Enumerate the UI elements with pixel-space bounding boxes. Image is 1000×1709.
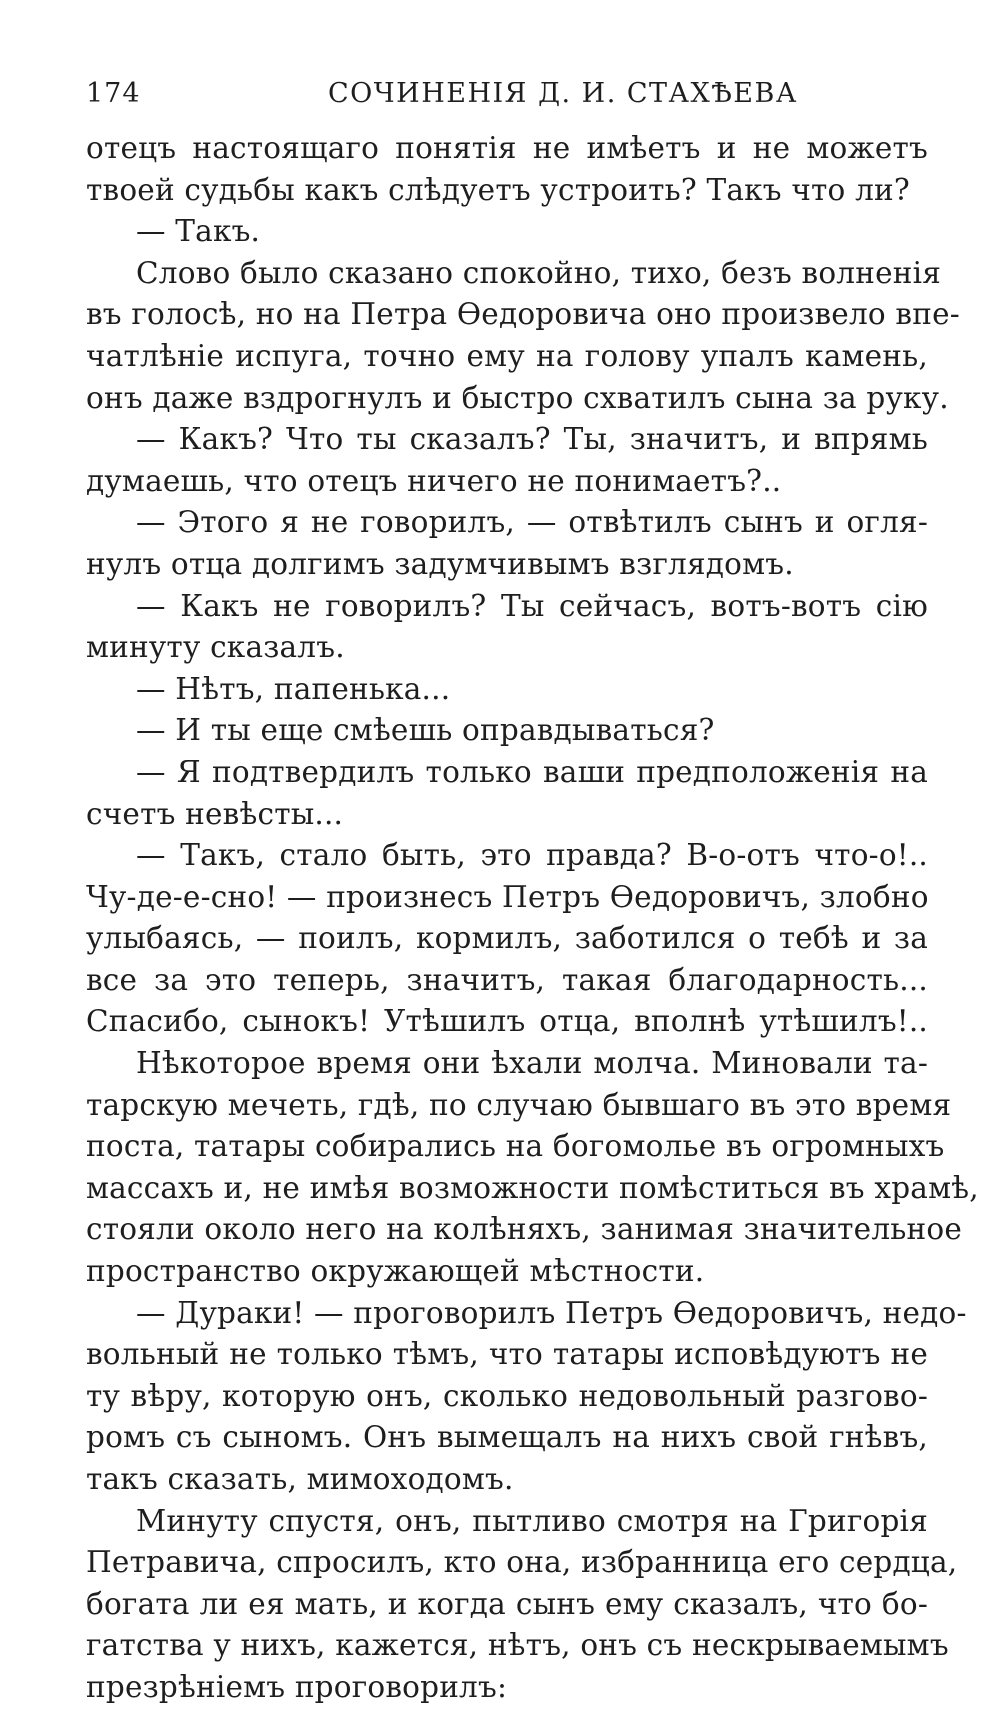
text-line: Нѣкоторое время они ѣхали молча. Миновали та- [136, 1046, 928, 1081]
text-line: — Какъ не говорилъ? Ты сейчасъ, вотъ-вотъ сію [136, 588, 928, 623]
text-line: думаешь, что отецъ ничего не понимаетъ?.. [86, 463, 782, 498]
text-line: такъ сказать, мимоходомъ. [86, 1462, 514, 1496]
text-line: — Дураки! — проговорилъ Петръ Ѳедоровичъ, недо- [136, 1295, 967, 1330]
page-header [86, 68, 928, 112]
page-number: 174 [86, 78, 141, 109]
text-line: — Такъ, стало быть, это правда? В-о-отъ что-о!.. [136, 838, 928, 873]
text-line: улыбаясь, — поилъ, кормилъ, заботился о тебѣ и за [86, 921, 928, 956]
text-line: вольный не только тѣмъ, что татары исповѣдуютъ не [86, 1337, 928, 1372]
text-line: презрѣніемъ проговорилъ: [86, 1669, 508, 1704]
text-line: — И ты еще смѣешь оправдываться? [136, 713, 715, 748]
text-line: — Такъ. [136, 214, 261, 249]
text-line: твоей судьбы какъ слѣдуетъ устроить? Такъ что ли? [86, 172, 910, 207]
text-line: — Я подтвердилъ только ваши предположенія на [136, 754, 928, 789]
text-line: все за это теперь, значитъ, такая благодарность... [86, 962, 928, 997]
text-line: ромъ съ сыномъ. Онъ вымещалъ на нихъ свой гнѣвъ, [86, 1420, 928, 1455]
text-line: стояли около него на колѣняхъ, занимая значительное [86, 1212, 963, 1247]
text-line: массахъ и, не имѣя возможности помѣститься въ храмѣ, [86, 1170, 979, 1205]
text-line: Слово было сказано спокойно, тихо, безъ волненія [136, 255, 942, 290]
text-line: — Нѣтъ, папенька... [136, 671, 451, 706]
text-line: счетъ невѣсты... [86, 796, 344, 831]
body-text [86, 128, 979, 1709]
text-line: богата ли ея мать, и когда сынъ ему сказалъ, что бо- [86, 1586, 928, 1621]
text-line: тарскую мечеть, гдѣ, по случаю бывшаго въ это время [86, 1087, 952, 1122]
text-line: въ голосѣ, но на Петра Ѳедоровича оно произвело впе- [86, 297, 960, 332]
text-line: — Какъ? Что ты сказалъ? Ты, значитъ, и впрямь [136, 422, 928, 457]
text-line: Чу-де-е-сно! — произнесъ Петръ Ѳедоровичъ, злобно [86, 879, 929, 914]
text-line: нулъ отца долгимъ задумчивымъ взглядомъ. [86, 546, 794, 581]
text-line: Спасибо, сынокъ! Утѣшилъ отца, вполнѣ утѣшилъ!.. [86, 1004, 928, 1039]
text-line: онъ даже вздрогнулъ и быстро схватилъ сына за руку. [86, 380, 949, 415]
text-line: поста, татары собирались на богомолье въ огромныхъ [86, 1129, 945, 1164]
text-line: минуту сказалъ. [86, 630, 345, 665]
text-line: Минуту спустя, онъ, пытливо смотря на Григорія [136, 1503, 928, 1538]
running-title: СОЧИНЕНІЯ Д. И. СТАХѢЕВА [328, 78, 798, 109]
text-line: отецъ настоящаго понятія не имѣетъ и не можетъ [86, 131, 928, 165]
text-line: ту вѣру, которую онъ, сколько недовольный разгово- [86, 1378, 928, 1413]
text-line: чатлѣніе испуга, точно ему на голову упалъ камень, [86, 338, 928, 373]
text-line: гатства у нихъ, кажется, нѣтъ, онъ съ нескрываемымъ [86, 1628, 949, 1663]
text-line: пространство окружающей мѣстности. [86, 1254, 705, 1289]
text-line: — Этого я не говорилъ, — отвѣтилъ сынъ и огля- [136, 505, 928, 540]
text-line: Петравича, спросилъ, кто она, избранница его сердца, [86, 1545, 958, 1580]
